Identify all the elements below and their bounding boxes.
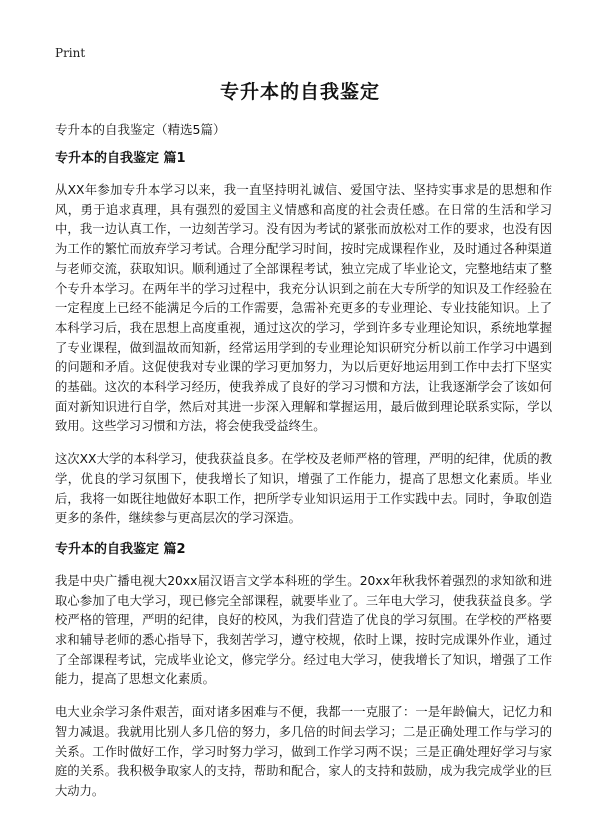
section-2-paragraph-2: 电大业余学习条件艰苦，面对诸多困难与不便，我都一一克服了：一是年龄偏大，记忆力和智力减退。我就用比别人多几倍的努力，多几倍的时间去学习；二是正确处理工作与学习的关系。工作时做好工作，学习时努力学习，做到工作学习两不误；三是正确处理好学习与家庭的关系。我积极争取家人的支持，帮助和配合，家人的支持和鼓励，成为我完成学业的巨大动力。 bbox=[55, 705, 552, 798]
section-heading-2: 专升本的自我鉴定 篇2 bbox=[55, 541, 186, 557]
section-heading-1: 专升本的自我鉴定 篇1 bbox=[55, 151, 186, 166]
document-body bbox=[55, 150, 552, 815]
section-1-paragraph-1: 从XX年参加专升本学习以来，我一直坚持明礼诚信、爱国守法、坚持实事求是的思想和作风，勇于追求真理，具有强烈的爱国主义情感和高度的社会责任感。在日常的生活和学习中，我一边认真工作，一边刻苦学习。没有因为考试的紧张而放松对工作的要求，也没有因为工作的繁忙而放弃学习考试。合理分配学习时间，按时完成课程作业，及时通过各种渠道与老师交流，获取知识。顺利通过了全部课程考试，独立完成了毕业论文，完整地结束了整个专升本学习。在两年半的学习过程中，我充分认识到之前在大专所学的知识及工作经验在一定程度上已经不能满足今后的工作需要，急需补充更多的专业理论、专业技能知识。上了本科学习后，我在思想上高度重视，通过这次的学习，学到许多专业理论知识，系统地掌握了专业课程，做到温故而知新，经常运用学到的专业理论知识研究分析以前工作学习中遇到的问题和矛盾。这促使我对专业课的学习更加努力，为以后更好地运用到工作中去打下坚实的基础。这次的本科学习经历，使我养成了良好的学习习惯和方法，让我逐渐学会了该如何面对新知识进行自学，然后对其进一步深入理解和掌握运用，最后做到理论联系实际，学以致用。这些学习习惯和方法，将会使我受益终生。 bbox=[55, 183, 552, 434]
page-title: 专升本的自我鉴定 bbox=[219, 81, 380, 103]
section-1-paragraph-2: 这次XX大学的本科学习，使我获益良多。在学校及老师严格的管理，严明的纪律，优质的教学，优良的学习氛围下，使我增长了知识，增强了工作能力，提高了思想文化素质。毕业后，我将一如既往地做好本职工作，把所学专业知识运用于工作实践中去。同时，争取创造更多的条件，继续参与更高层次的学习深造。 bbox=[55, 452, 552, 526]
document-subtitle: 专升本的自我鉴定（精选5篇） bbox=[55, 122, 226, 137]
print-link[interactable]: Print bbox=[55, 46, 86, 60]
section-2-paragraph-1: 我是中央广播电视大20xx届汉语言文学本科班的学生。20xx年秋我怀着强烈的求知欲和进取心参加了电大学习，现已修完全部课程，就要毕业了。三年电大学习，使我获益良多。学校严格的管理，严明的纪律，良好的校风，为我们营造了优良的学习氛围。在学校的严格要求和辅导老师的悉心指导下，我刻苦学习，遵守校规，依时上课，按时完成课外作业，通过了全部课程考试，完成毕业论文，修完学分。经过电大学习，使我增长了知识，增强了工作能力，提高了思想文化素质。 bbox=[55, 573, 552, 687]
